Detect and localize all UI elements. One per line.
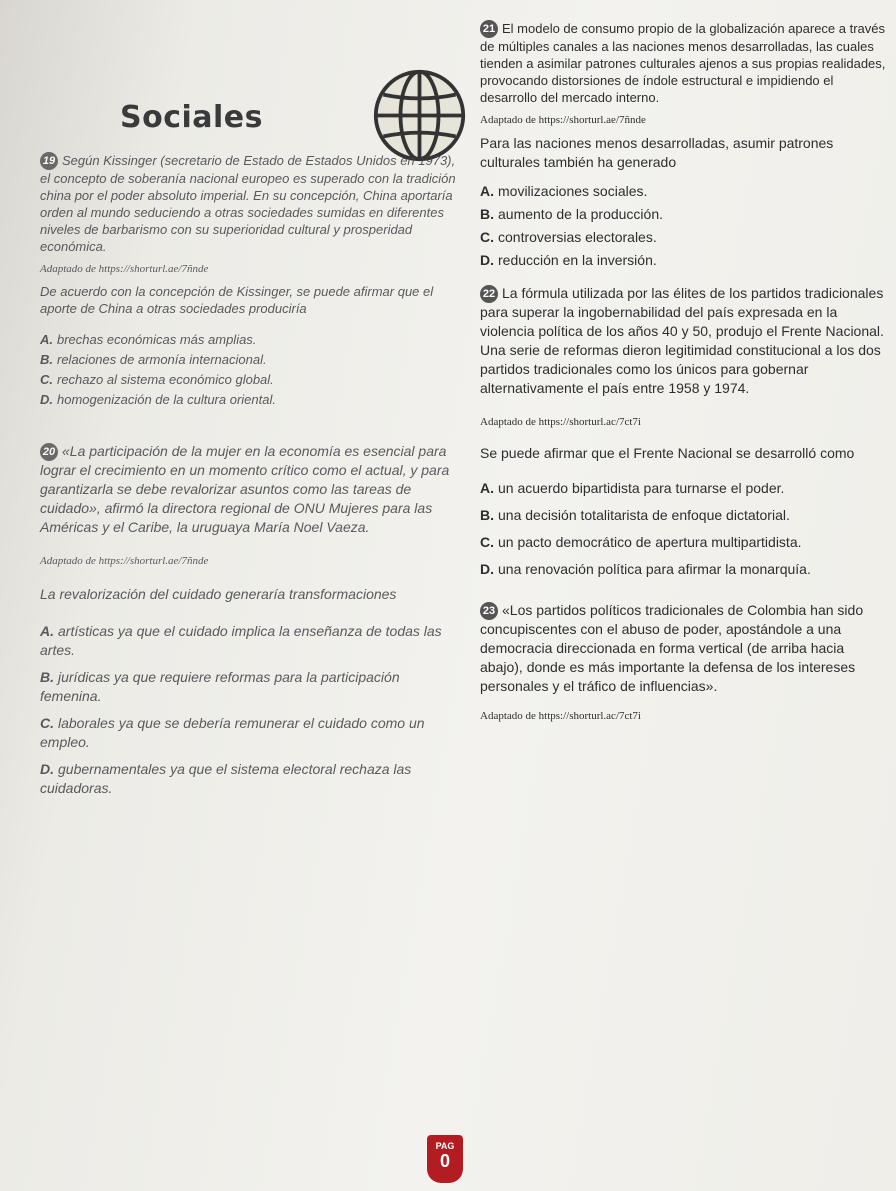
- option-text: brechas económicas más amplias.: [57, 332, 257, 347]
- question-number: 23: [480, 602, 498, 620]
- question-19-text: Según Kissinger (secretario de Estado de Estados Unidos en 1973), el concepto de soberanía nacional europeo es superado con la tradición china por el poder absoluto imperial. En su concepción, China aportaría orden al mundo seduciendo a otras sociedades sumidas en diferentes niveles de barbarismo con su superioridad cultural y prosperidad económica.: [40, 153, 456, 254]
- question-21-prompt: Para las naciones menos desarrolladas, asumir patrones culturales también ha generado: [480, 135, 834, 170]
- option-text: una decisión totalitarista de enfoque dictatorial.: [498, 507, 790, 523]
- option-text: gubernamentales ya que el sistema electoral rechaza las cuidadoras.: [40, 761, 412, 796]
- option-d[interactable]: [480, 560, 890, 579]
- option-letter: D.: [480, 252, 494, 268]
- option-b[interactable]: [480, 506, 890, 525]
- option-c[interactable]: [480, 228, 890, 247]
- question-22-text: La fórmula utilizada por las élites de los partidos tradicionales para superar la ingobernabilidad del país expresada en la violencia política de los años 40 y 50, produjo el Frente Nacional. Una serie de reformas dieron legitimidad constitucional a los dos partidos tradicionales como los únicos para gobernar alternativamente el país entre 1958 y 1974.: [480, 285, 884, 396]
- section-title: Sociales: [120, 100, 264, 135]
- question-23-stem: [480, 601, 890, 696]
- option-letter: A.: [40, 332, 53, 347]
- question-19: [40, 152, 460, 408]
- option-a[interactable]: [40, 331, 460, 348]
- option-letter: B.: [480, 206, 494, 222]
- option-a[interactable]: [480, 182, 890, 201]
- question-number: 19: [40, 152, 58, 170]
- question-number: 21: [480, 20, 498, 38]
- question-23-source: Adaptado de https://shorturl.ac/7ct7i: [480, 710, 641, 722]
- option-text: reducción en la inversión.: [498, 252, 657, 268]
- question-22: [480, 284, 890, 579]
- option-letter: D.: [40, 761, 54, 777]
- option-c[interactable]: [480, 533, 890, 552]
- question-22-source: Adaptado de https://shorturl.ac/7ct7i: [480, 416, 641, 428]
- option-text: jurídicas ya que requiere reformas para la participación femenina.: [40, 669, 400, 704]
- left-column: [40, 140, 460, 801]
- option-text: rechazo al sistema económico global.: [57, 372, 274, 387]
- option-text: laborales ya que se debería remunerar el cuidado como un empleo.: [40, 715, 425, 750]
- option-text: una renovación política para afirmar la monarquía.: [498, 561, 811, 577]
- question-19-prompt: De acuerdo con la concepción de Kissinger, se puede afirmar que el aporte de China a otras sociedades produciría: [40, 284, 434, 316]
- option-d[interactable]: [40, 760, 460, 798]
- option-d[interactable]: [40, 391, 460, 408]
- question-20-stem: [40, 442, 460, 537]
- question-21: [480, 20, 890, 270]
- option-b[interactable]: [480, 205, 890, 224]
- question-21-text: El modelo de consumo propio de la globalización aparece a través de múltiples canales a las naciones menos desarrolladas, las cuales tienden a asimilar patrones culturales ajenos a sus propias realidades, provocando distorsiones de índole estructural e impidiendo el desarrollo del mercado interno.: [480, 21, 886, 105]
- option-b[interactable]: [40, 668, 460, 706]
- question-20: [40, 442, 460, 798]
- right-column: [480, 20, 890, 730]
- question-19-stem: [40, 152, 460, 255]
- option-letter: A.: [480, 480, 494, 496]
- option-letter: B.: [480, 507, 494, 523]
- question-21-source: Adaptado de https://shorturl.ae/7ñnde: [480, 114, 646, 126]
- option-text: relaciones de armonía internacional.: [57, 352, 267, 367]
- question-21-stem: [480, 20, 890, 106]
- page-label: PAG: [435, 1141, 455, 1151]
- option-letter: A.: [40, 623, 54, 639]
- page-number: 0: [439, 1151, 450, 1171]
- option-letter: B.: [40, 352, 53, 367]
- question-23: [480, 601, 890, 722]
- option-a[interactable]: [480, 479, 890, 498]
- question-number: 20: [40, 443, 58, 461]
- option-text: movilizaciones sociales.: [498, 183, 648, 199]
- option-text: artísticas ya que el cuidado implica la enseñanza de todas las artes.: [40, 623, 442, 658]
- option-text: un acuerdo bipartidista para turnarse el poder.: [498, 480, 785, 496]
- question-19-source: Adaptado de https://shorturl.ae/7ñnde: [40, 263, 209, 275]
- option-c[interactable]: [40, 714, 460, 752]
- question-22-stem: [480, 284, 890, 398]
- question-23-text: «Los partidos políticos tradicionales de Colombia han sido concupiscentes con el abuso de poder, apostándole a una democracia direccionada en forma vertical (de arriba hacia abajo), donde es más importante la defensa de los intereses personales y el tráfico de influencias».: [480, 602, 864, 694]
- option-letter: C.: [40, 715, 54, 731]
- option-letter: D.: [40, 392, 53, 407]
- option-text: controversias electorales.: [498, 229, 657, 245]
- option-text: homogenización de la cultura oriental.: [57, 392, 276, 407]
- option-letter: B.: [40, 669, 54, 685]
- option-text: un pacto democrático de apertura multipartidista.: [498, 534, 802, 550]
- question-20-source: Adaptado de https://shorturl.ae/7ñnde: [40, 555, 209, 567]
- option-letter: A.: [480, 183, 494, 199]
- question-22-prompt: Se puede afirmar que el Frente Nacional se desarrolló como: [480, 445, 855, 461]
- option-d[interactable]: [480, 251, 890, 270]
- question-20-prompt: La revalorización del cuidado generaría transformaciones: [40, 586, 397, 602]
- page-number-badge: [427, 1135, 463, 1183]
- option-a[interactable]: [40, 622, 460, 660]
- option-letter: C.: [480, 229, 494, 245]
- option-letter: C.: [480, 534, 494, 550]
- option-letter: D.: [480, 561, 494, 577]
- option-b[interactable]: [40, 351, 460, 368]
- question-20-text: «La participación de la mujer en la economía es esencial para lograr el crecimiento en un momento crítico como el actual, y para garantizarla se debe revalorizar asuntos como las tareas de cuidado», afirmó la directora regional de ONU Mujeres para las Américas y el Caribe, la uruguaya María Noel Vaeza.: [40, 443, 450, 535]
- option-c[interactable]: [40, 371, 460, 388]
- question-number: 22: [480, 285, 498, 303]
- option-text: aumento de la producción.: [498, 206, 663, 222]
- option-letter: C.: [40, 372, 53, 387]
